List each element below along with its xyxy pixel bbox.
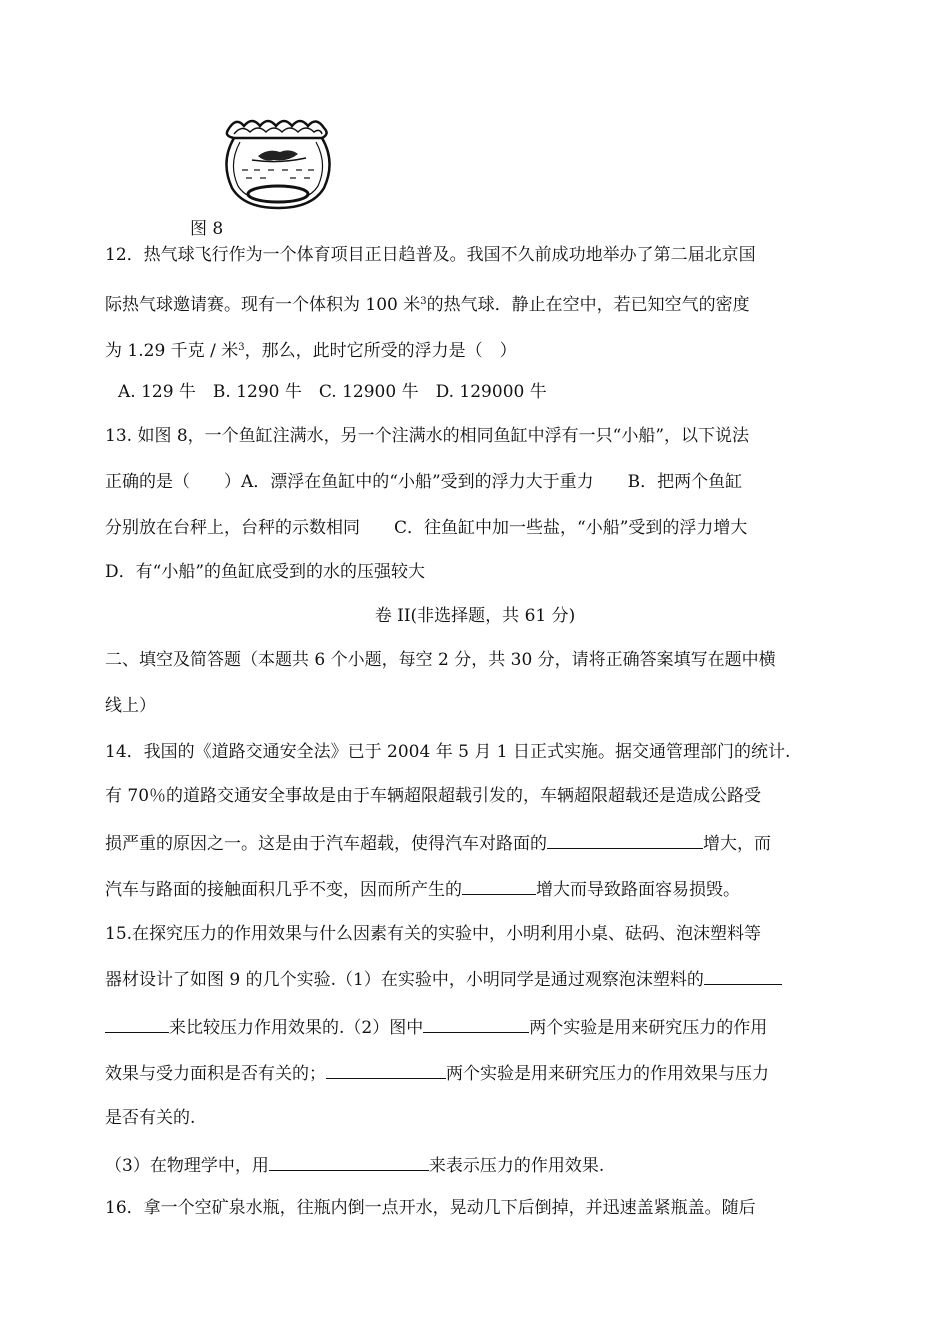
answer-blank[interactable] [423, 1014, 529, 1033]
answer-blank[interactable] [547, 830, 703, 849]
q14-line-1: 14．我国的《道路交通安全法》已于 2004 年 5 月 1 日正式实施。据交通管理部门的统计. [105, 742, 791, 762]
q14-line-2: 有 70％的道路交通安全事故是由于车辆超限超载引发的，车辆超限超载还是造成公路受 [105, 786, 762, 806]
q15-line-1: 15.在探究压力的作用效果与什么因素有关的实验中，小明利用小桌、砝码、泡沫塑料等 [105, 924, 762, 944]
q13-line-4: D．有“小船”的鱼缸底受到的水的压强较大 [105, 562, 426, 582]
answer-blank[interactable] [326, 1060, 446, 1079]
q14-line-3: 损严重的原因之一。这是由于汽车超载，使得汽车对路面的 增大，而 [105, 830, 771, 856]
section-title: 卷 II(非选择题，共 61 分) [374, 606, 576, 626]
q15-line-6: （3）在物理学中，用 来表示压力的作用效果. [105, 1152, 604, 1178]
q12-line-1: 12．热气球飞行作为一个体育项目正日趋普及。我国不久前成功地举办了第二届北京国 [105, 245, 756, 265]
answer-blank[interactable] [269, 1152, 429, 1171]
answer-blank[interactable] [704, 966, 782, 985]
q15-line-5: 是否有关的. [105, 1108, 196, 1128]
q12-line-2: 际热气球邀请赛。现有一个体积为 100 米$^3$的热气球．静止在空中，若已知空气的密度 [105, 295, 750, 315]
q15-line-4: 效果与受力面积是否有关的； 两个实验是用来研究压力的作用效果与压力 [105, 1060, 769, 1086]
q15-line-3: 来比较压力作用效果的.（2）图中 两个实验是用来研究压力的作用 [105, 1014, 767, 1040]
q13-line-3: 分别放在台秤上，台秤的示数相同 C．往鱼缸中加一些盐，“小船”受到的浮力增大 [105, 518, 748, 538]
q14-line-4: 汽车与路面的接触面积几乎不变，因而所产生的 增大而导致路面容易损毁。 [105, 876, 740, 902]
section2-line-2: 线上） [105, 696, 156, 716]
figure-8-caption: 图 8 [190, 219, 224, 239]
q16-line-1: 16．拿一个空矿泉水瓶，往瓶内倒一点开水，晃动几下后倒掉，并迅速盖紧瓶盖。随后 [105, 1198, 756, 1218]
answer-blank[interactable] [462, 876, 536, 895]
section2-line-1: 二、填空及简答题（本题共 6 个小题，每空 2 分，共 30 分，请将正确答案填写在题中横 [105, 650, 776, 670]
q13-line-2: 正确的是（ ）A．漂浮在鱼缸中的“小船”受到的浮力大于重力 B．把两个鱼缸 [105, 472, 743, 492]
fish-bowl-figure [218, 112, 338, 212]
q12-options: A. 129 牛 B. 1290 牛 C. 12900 牛 D. 129000 牛 [118, 382, 547, 402]
answer-blank[interactable] [105, 1014, 169, 1033]
q12-line-3: 为 1.29 千克 / 米$^3$，那么，此时它所受的浮力是（ ） [105, 341, 517, 361]
q13-line-1: 13. 如图 8，一个鱼缸注满水，另一个注满水的相同鱼缸中浮有一只“小船”，以下说法 [105, 426, 750, 446]
q15-line-2: 器材设计了如图 9 的几个实验.（1）在实验中，小明同学是通过观察泡沫塑料的 [105, 966, 782, 992]
